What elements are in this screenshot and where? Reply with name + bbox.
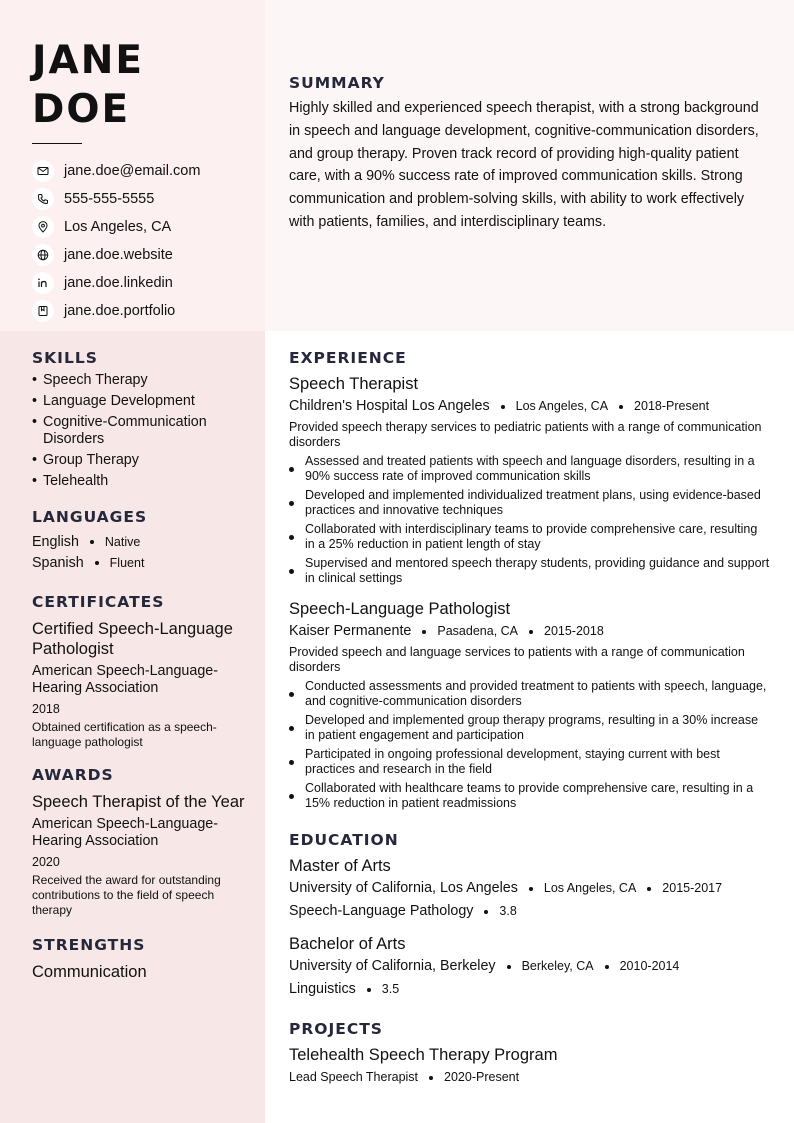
education-field-row — [289, 901, 770, 922]
skill-item: • Language Development — [32, 393, 195, 409]
award-desc: Received the award for outstanding contributions to the field of speech therapy — [32, 873, 221, 917]
contact-linkedin-text: jane.doe.linkedin — [64, 275, 173, 291]
language-name: Spanish — [32, 554, 84, 571]
language-item — [32, 552, 245, 573]
award-title: Speech Therapist of the Year — [32, 793, 245, 811]
job-company: Kaiser Permanente — [289, 623, 412, 639]
contact-phone-text: 555-555-5555 — [64, 191, 155, 207]
contact-location — [32, 213, 265, 241]
name-divider — [32, 143, 82, 144]
education-dates: 2015-2017 — [662, 881, 723, 895]
job-description: Provided speech and language services to patients with a range of communication disorders — [289, 645, 745, 674]
project-meta — [289, 1067, 770, 1088]
education-dates: 2010-2014 — [619, 959, 680, 973]
job-dates: 2018-Present — [634, 399, 710, 413]
separator-dot — [529, 630, 533, 634]
summary-text: Highly skilled and experienced speech therapist, with a strong background in speech and language development, cognitive-communication disorders, and group therapy. Proven track record of providing high-quality patient care, with a 90% success rate of improved communication skills. Strong communication and problem-solving skills, with ability to work effectively with patients, families, and interdisciplinary teams. — [289, 100, 759, 230]
awards-heading: AWARDS — [32, 766, 114, 784]
job-dates: 2015-2018 — [544, 624, 604, 638]
certificates-heading: CERTIFICATES — [32, 593, 165, 611]
summary-panel — [265, 0, 794, 331]
separator-dot — [619, 405, 623, 409]
education-gpa: 3.8 — [499, 904, 517, 918]
strengths-heading: STRENGTHS — [32, 936, 146, 954]
last-name: DOE — [32, 87, 131, 132]
job-bullet-text: Participated in ongoing professional development, staying current with best practices and research in the field — [305, 747, 720, 776]
language-name: English — [32, 533, 79, 550]
separator-dot — [367, 988, 371, 992]
job-bullet-text: Collaborated with healthcare teams to provide comprehensive care, resulting in a 15% reduction in patient readmissions — [305, 781, 754, 810]
skill-label: Group Therapy — [43, 452, 139, 468]
globe-icon — [32, 244, 54, 266]
award-year: 2020 — [32, 855, 60, 869]
skill-item: • Cognitive-Communication Disorders — [32, 414, 245, 448]
job-entry — [289, 599, 770, 811]
job-title: Speech Therapist — [289, 375, 419, 393]
education-meta — [289, 878, 770, 899]
job-meta — [289, 396, 770, 417]
linkedin-icon — [32, 272, 54, 294]
skill-label: Cognitive-Communication Disorders — [43, 414, 207, 447]
job-bullet-text: Developed and implemented individualized treatment plans, using evidence-based practices and innovative techniques — [305, 488, 761, 517]
project-entry — [289, 1045, 770, 1088]
education-school: University of California, Los Angeles — [289, 880, 518, 896]
skills-heading: SKILLS — [32, 349, 98, 367]
main-content — [265, 331, 794, 1123]
separator-dot — [605, 965, 609, 969]
mail-icon — [32, 160, 54, 182]
portfolio-icon — [32, 300, 54, 322]
education-gpa: 3.5 — [381, 982, 400, 996]
education-location: Los Angeles, CA — [543, 881, 637, 895]
summary-heading: SUMMARY — [289, 74, 385, 92]
job-bullet-text: Supervised and mentored speech therapy students, providing guidance and support in clinical settings — [305, 556, 770, 585]
job-description: Provided speech therapy services to pediatric patients with a range of communication disorders — [289, 420, 762, 449]
project-role: Lead Speech Therapist — [289, 1070, 419, 1084]
separator-dot — [422, 630, 426, 634]
separator-dot — [529, 887, 533, 891]
strength-item: Communication — [32, 963, 147, 981]
project-dates: 2020-Present — [444, 1070, 520, 1084]
contact-website-text: jane.doe.website — [64, 247, 173, 263]
job-company: Children's Hospital Los Angeles — [289, 398, 490, 414]
job-meta — [289, 621, 770, 642]
languages-heading: LANGUAGES — [32, 508, 148, 526]
job-location: Pasadena, CA — [437, 624, 518, 638]
job-bullet — [289, 522, 770, 552]
job-location: Los Angeles, CA — [515, 399, 609, 413]
contact-email-text: jane.doe@email.com — [64, 163, 201, 179]
education-field: Speech-Language Pathology — [289, 903, 474, 919]
job-bullet — [289, 488, 770, 518]
skill-item: • Group Therapy — [32, 452, 139, 468]
award-org: American Speech-Language-Hearing Association — [32, 816, 218, 849]
skill-label: Speech Therapy — [43, 372, 148, 388]
projects-heading: PROJECTS — [289, 1020, 383, 1038]
job-bullet-text: Collaborated with interdisciplinary teams to provide comprehensive care, resulting in a 25% reduction in patient length of stay — [305, 522, 758, 551]
language-level: Fluent — [109, 555, 145, 570]
separator-dot — [507, 965, 511, 969]
job-bullet — [289, 781, 770, 811]
sidebar — [0, 331, 265, 1123]
education-entry — [289, 856, 770, 922]
skill-label: Language Development — [43, 393, 195, 409]
education-degree: Master of Arts — [289, 857, 391, 875]
job-bullet — [289, 679, 770, 709]
education-degree: Bachelor of Arts — [289, 935, 406, 953]
contact-email[interactable] — [32, 157, 265, 185]
contact-location-text: Los Angeles, CA — [64, 219, 172, 235]
education-heading: EDUCATION — [289, 831, 399, 849]
separator-dot — [501, 405, 505, 409]
skill-label: Telehealth — [43, 473, 109, 489]
separator-dot — [647, 887, 651, 891]
contact-linkedin[interactable] — [32, 269, 265, 297]
separator-dot — [90, 540, 94, 544]
job-bullet — [289, 747, 770, 777]
education-meta — [289, 956, 770, 977]
job-bullet — [289, 556, 770, 586]
contact-website[interactable] — [32, 241, 265, 269]
separator-dot — [95, 561, 99, 565]
separator-dot — [429, 1076, 433, 1080]
contact-portfolio-text: jane.doe.portfolio — [64, 303, 176, 319]
skill-item: • Telehealth — [32, 473, 109, 489]
language-item — [32, 531, 245, 552]
location-pin-icon — [32, 216, 54, 238]
project-title: Telehealth Speech Therapy Program — [289, 1046, 558, 1064]
education-field: Linguistics — [289, 981, 356, 997]
certificate-desc: Obtained certification as a speech-language pathologist — [32, 720, 217, 749]
experience-heading: EXPERIENCE — [289, 349, 407, 367]
phone-icon — [32, 188, 54, 210]
job-entry — [289, 374, 770, 586]
job-bullet-text: Conducted assessments and provided treatment to patients with speech, language, and cognitive-communication disorders — [305, 679, 767, 708]
job-bullet — [289, 454, 770, 484]
education-location: Berkeley, CA — [521, 959, 594, 973]
certificate-title: Certified Speech-Language Pathologist — [32, 620, 233, 658]
certificate-year: 2018 — [32, 702, 60, 716]
job-title: Speech-Language Pathologist — [289, 600, 511, 618]
education-entry — [289, 934, 770, 1000]
first-name: JANE — [32, 38, 144, 83]
skill-item: • Speech Therapy — [32, 372, 148, 388]
job-bullet — [289, 713, 770, 743]
separator-dot — [484, 910, 488, 914]
education-field-row — [289, 979, 770, 1000]
contact-portfolio[interactable] — [32, 297, 265, 325]
language-level: Native — [104, 534, 141, 549]
header-panel — [0, 0, 265, 331]
job-bullet-text: Assessed and treated patients with speech and language disorders, resulting in a 90% success rate of improved communication skills — [305, 454, 755, 483]
education-school: University of California, Berkeley — [289, 958, 496, 974]
certificate-org: American Speech-Language-Hearing Association — [32, 663, 218, 696]
contact-phone[interactable] — [32, 185, 265, 213]
job-bullet-text: Developed and implemented group therapy programs, resulting in a 30% increase in patient engagement and participation — [305, 713, 759, 742]
